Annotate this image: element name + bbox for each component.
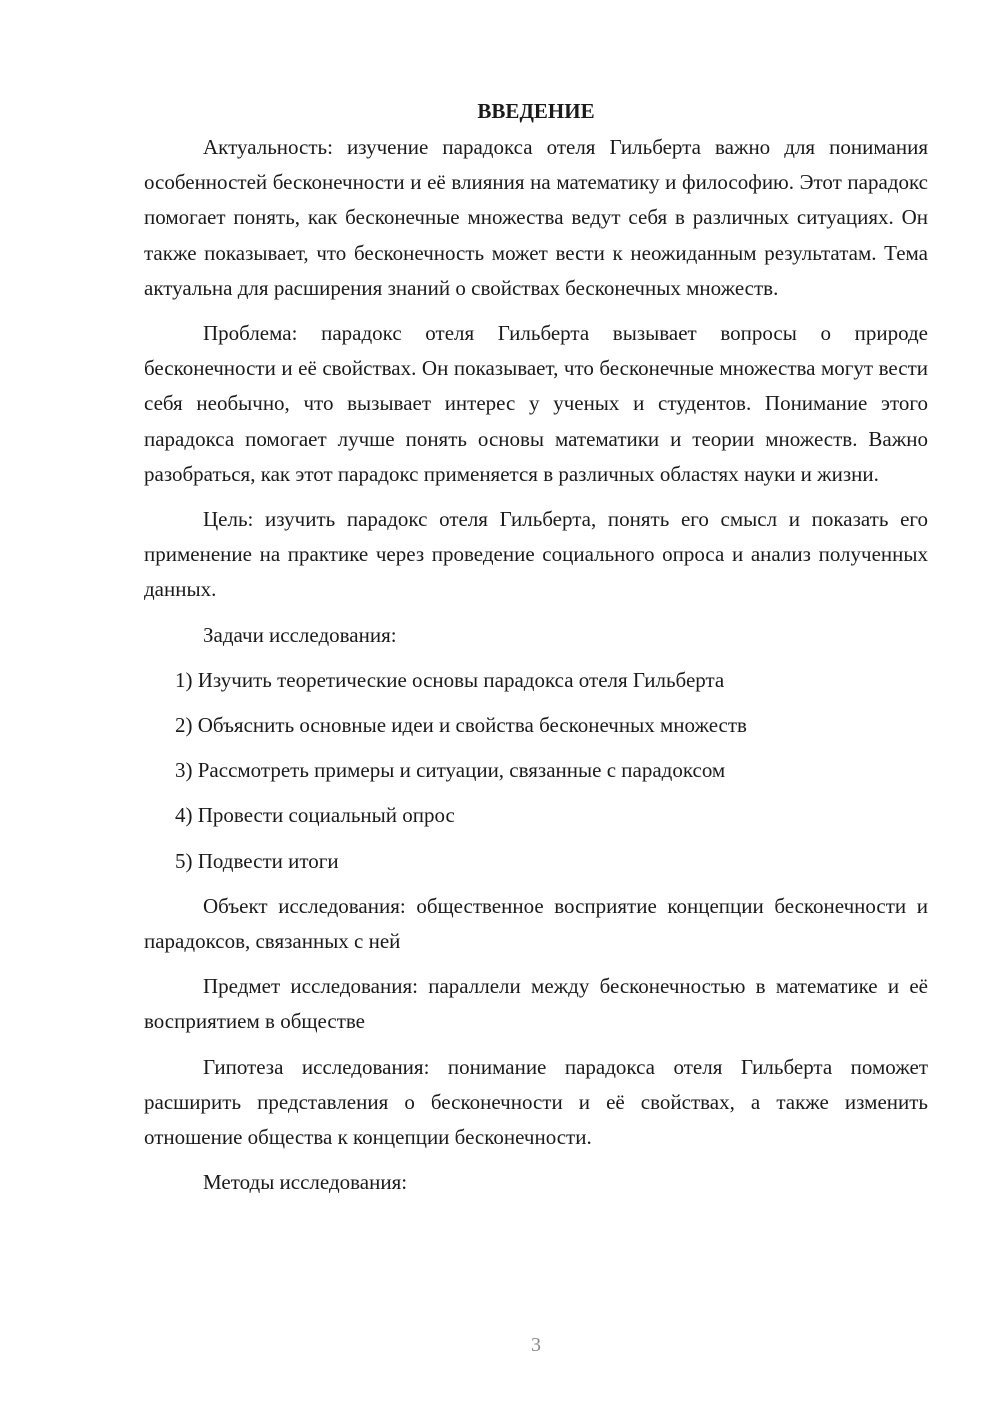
paragraph-object: Объект исследования: общественное восприятие концепции бесконечности и парадоксов, связанных с ней [144,893,928,954]
list-item: 1) Изучить теоретические основы парадокса отеля Гильберта [175,667,725,692]
paragraph-goal: Цель: изучить парадокс отеля Гильберта, понять его смысл и показать его применение на практике через проведение социального опроса и анализ полученных данных. [144,507,928,602]
list-item: 5) Подвести итоги [175,848,339,873]
list-item: 3) Рассмотреть примеры и ситуации, связанные с парадоксом [175,758,726,783]
paragraph-relevance: Актуальность: изучение парадокса отеля Гильберта важно для понимания особенностей бесконечности и её влияния на математику и философию. Этот парадокс помогает понять, как бесконечные множества ведут себя в различных ситуациях. Он также показывает, что бесконечность может вести к неожиданным результатам. Тема актуальна для расширения знаний о свойствах бесконечных множеств. [144,135,928,300]
paragraph-methods: Методы исследования: [203,1170,408,1195]
paragraph-tasks-intro: Задачи исследования: [203,622,397,647]
paragraph-subject: Предмет исследования: параллели между бесконечностью в математике и её восприятием в обществе [144,974,928,1034]
page-number: 3 [531,1334,541,1356]
list-item: 4) Провести социальный опрос [175,803,455,828]
paragraph-problem: Проблема: парадокс отеля Гильберта вызывает вопросы о природе бесконечности и её свойствах. Он показывает, что бесконечные множества могут вести себя необычно, что вызывает интерес у ученых и студентов. Понимание этого парадокса помогает лучше понять основы математики и теории множеств. Важно разобраться, как этот парадокс применяется в различных областях науки и жизни. [144,321,928,486]
list-item: 2) Объяснить основные идеи и свойства бесконечных множеств [175,713,747,738]
tasks-list [144,663,928,879]
document-page [144,94,928,1210]
section-heading: ВВЕДЕНИЕ [477,99,595,123]
paragraph-hypothesis: Гипотеза исследования: понимание парадокса отеля Гильберта поможет расширить представления о бесконечности и её свойствах, а также изменить отношение общества к концепции бесконечности. [144,1054,928,1150]
